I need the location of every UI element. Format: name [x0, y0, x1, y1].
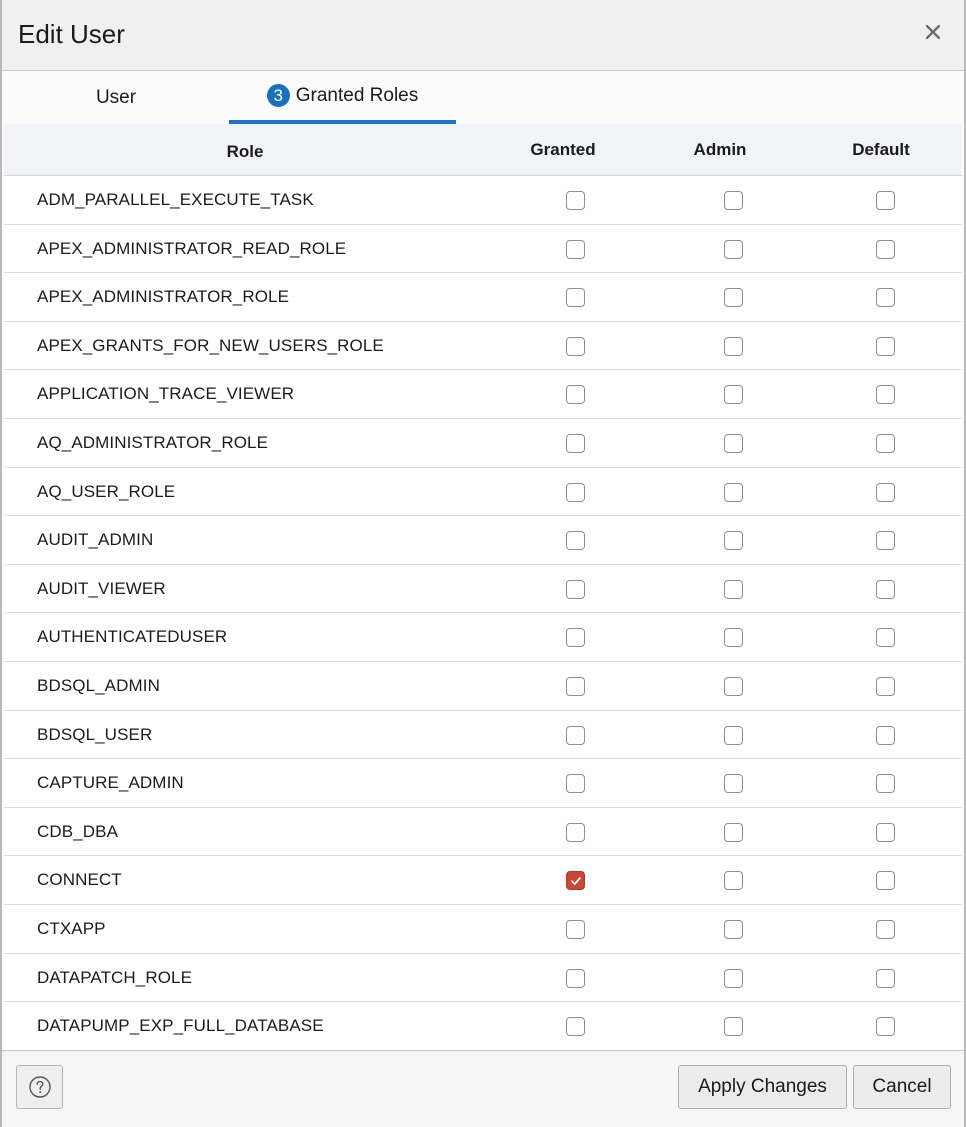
admin-checkbox[interactable]	[724, 726, 743, 745]
admin-checkbox[interactable]	[724, 628, 743, 647]
help-icon	[28, 1075, 52, 1099]
granted-checkbox[interactable]	[566, 337, 585, 356]
role-name: CTXAPP	[37, 918, 106, 938]
column-header-default[interactable]: Default	[852, 140, 910, 159]
table-row	[4, 322, 962, 371]
default-checkbox[interactable]	[876, 871, 895, 890]
default-checkbox[interactable]	[876, 483, 895, 502]
table-row	[4, 370, 962, 419]
tab-user-label: User	[95, 86, 137, 108]
default-checkbox[interactable]	[876, 920, 895, 939]
role-name: APEX_ADMINISTRATOR_READ_ROLE	[37, 238, 347, 258]
admin-checkbox[interactable]	[724, 337, 743, 356]
default-checkbox[interactable]	[876, 288, 895, 307]
default-checkbox[interactable]	[876, 1017, 895, 1036]
granted-checkbox[interactable]	[566, 969, 585, 988]
granted-checkbox[interactable]	[566, 726, 585, 745]
tab-user[interactable]	[46, 71, 186, 124]
admin-checkbox[interactable]	[724, 677, 743, 696]
grid-header	[4, 124, 962, 176]
granted-checkbox[interactable]	[566, 434, 585, 453]
table-row	[4, 808, 962, 857]
role-name: APEX_ADMINISTRATOR_ROLE	[37, 287, 290, 307]
table-row	[4, 176, 962, 225]
table-row	[4, 954, 962, 1003]
admin-checkbox[interactable]	[724, 385, 743, 404]
role-name: CDB_DBA	[37, 821, 119, 841]
role-name: APPLICATION_TRACE_VIEWER	[37, 384, 295, 404]
tab-granted-roles-label: Granted Roles	[295, 84, 419, 106]
granted-checkbox[interactable]	[566, 628, 585, 647]
tab-bar	[2, 71, 964, 124]
table-row	[4, 273, 962, 322]
default-checkbox[interactable]	[876, 434, 895, 453]
role-name: DATAPATCH_ROLE	[37, 967, 193, 987]
granted-checkbox[interactable]	[566, 1017, 585, 1036]
help-button[interactable]	[16, 1065, 63, 1109]
admin-checkbox[interactable]	[724, 191, 743, 210]
admin-checkbox[interactable]	[724, 434, 743, 453]
table-row	[4, 419, 962, 468]
admin-checkbox[interactable]	[724, 288, 743, 307]
default-checkbox[interactable]	[876, 726, 895, 745]
default-checkbox[interactable]	[876, 337, 895, 356]
table-row	[4, 905, 962, 954]
granted-checkbox[interactable]	[566, 823, 585, 842]
table-row	[4, 1002, 962, 1051]
column-header-admin[interactable]: Admin	[693, 140, 747, 159]
role-name: BDSQL_ADMIN	[37, 675, 160, 695]
table-row	[4, 613, 962, 662]
tab-granted-roles[interactable]	[229, 71, 456, 124]
admin-checkbox[interactable]	[724, 823, 743, 842]
role-name: AUDIT_ADMIN	[37, 530, 154, 550]
table-row	[4, 468, 962, 517]
default-checkbox[interactable]	[876, 580, 895, 599]
table-row	[4, 662, 962, 711]
default-checkbox[interactable]	[876, 531, 895, 550]
granted-checkbox[interactable]	[566, 288, 585, 307]
role-name: AQ_ADMINISTRATOR_ROLE	[37, 432, 269, 452]
role-name: BDSQL_USER	[37, 724, 153, 744]
roles-grid	[4, 124, 962, 1050]
granted-count-badge: 3	[267, 84, 290, 107]
admin-checkbox[interactable]	[724, 969, 743, 988]
cancel-button[interactable]: Cancel	[853, 1065, 951, 1109]
close-button[interactable]	[918, 16, 948, 48]
granted-checkbox[interactable]	[566, 385, 585, 404]
admin-checkbox[interactable]	[724, 240, 743, 259]
granted-checkbox[interactable]	[566, 531, 585, 550]
table-row	[4, 856, 962, 905]
table-row	[4, 225, 962, 274]
admin-checkbox[interactable]	[724, 920, 743, 939]
dialog-title: Edit User	[18, 19, 125, 49]
granted-checkbox[interactable]	[566, 580, 585, 599]
granted-checkbox[interactable]	[566, 871, 585, 890]
granted-checkbox[interactable]	[566, 677, 585, 696]
admin-checkbox[interactable]	[724, 871, 743, 890]
granted-checkbox[interactable]	[566, 483, 585, 502]
close-icon	[926, 25, 940, 39]
default-checkbox[interactable]	[876, 969, 895, 988]
table-row	[4, 565, 962, 614]
default-checkbox[interactable]	[876, 240, 895, 259]
admin-checkbox[interactable]	[724, 483, 743, 502]
admin-checkbox[interactable]	[724, 580, 743, 599]
role-name: CONNECT	[37, 870, 122, 890]
column-header-granted[interactable]: Granted	[530, 140, 596, 159]
admin-checkbox[interactable]	[724, 1017, 743, 1036]
role-name: ADM_PARALLEL_EXECUTE_TASK	[37, 190, 314, 209]
column-header-role[interactable]: Role	[226, 142, 264, 161]
default-checkbox[interactable]	[876, 677, 895, 696]
granted-checkbox[interactable]	[566, 240, 585, 259]
admin-checkbox[interactable]	[724, 531, 743, 550]
admin-checkbox[interactable]	[724, 774, 743, 793]
default-checkbox[interactable]	[876, 191, 895, 210]
table-row	[4, 516, 962, 565]
role-name: AUDIT_VIEWER	[37, 578, 166, 598]
role-name: AQ_USER_ROLE	[37, 481, 176, 501]
apply-changes-button[interactable]: Apply Changes	[678, 1065, 847, 1109]
default-checkbox[interactable]	[876, 774, 895, 793]
grid-body	[4, 176, 962, 1051]
table-row	[4, 711, 962, 760]
default-checkbox[interactable]	[876, 385, 895, 404]
role-name: AUTHENTICATEDUSER	[37, 627, 228, 647]
role-name: APEX_GRANTS_FOR_NEW_USERS_ROLE	[37, 335, 384, 355]
role-name: DATAPUMP_EXP_FULL_DATABASE	[37, 1016, 324, 1036]
granted-checkbox[interactable]	[566, 774, 585, 793]
table-row	[4, 759, 962, 808]
default-checkbox[interactable]	[876, 823, 895, 842]
granted-checkbox[interactable]	[566, 191, 585, 210]
role-name: CAPTURE_ADMIN	[37, 773, 184, 793]
dialog-titlebar	[2, 0, 964, 71]
dialog-footer	[2, 1050, 964, 1127]
default-checkbox[interactable]	[876, 628, 895, 647]
granted-checkbox[interactable]	[566, 920, 585, 939]
